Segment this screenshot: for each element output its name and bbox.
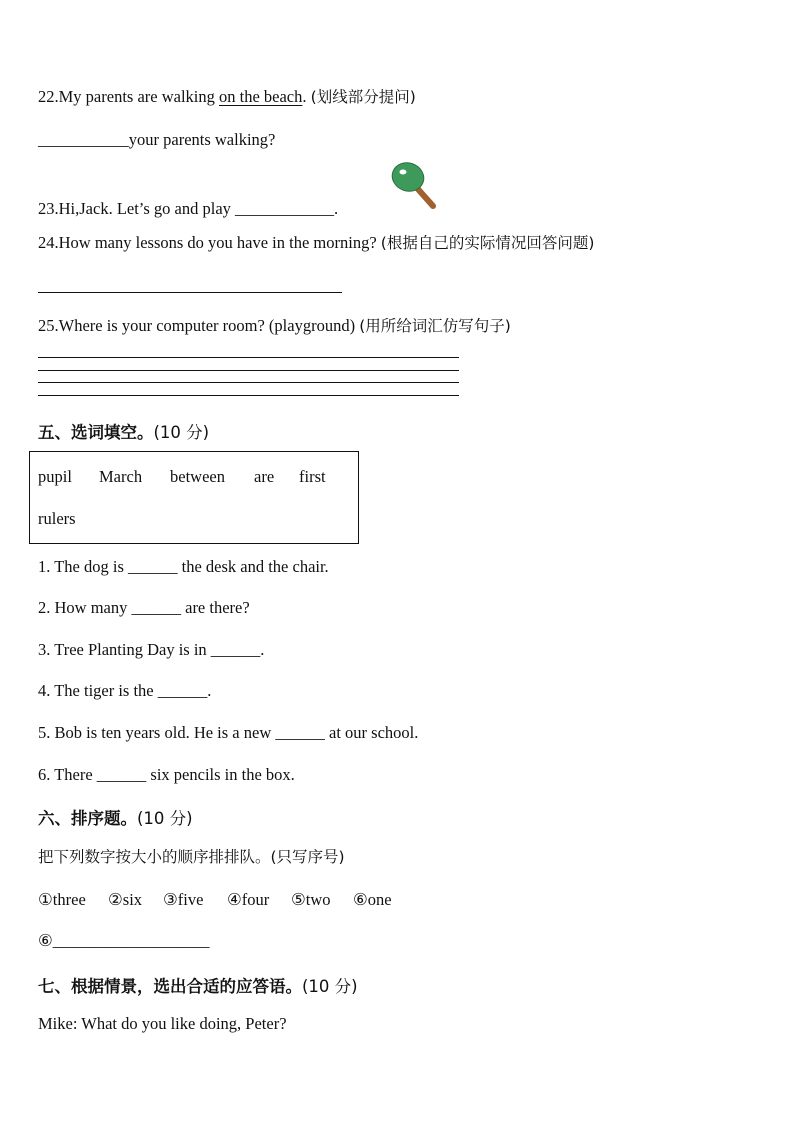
word-bank-word: March [99, 467, 143, 486]
question-22 [38, 87, 416, 107]
q23-text: 23.Hi,Jack. Let’s go and play [38, 199, 236, 218]
q22-suffix: . [302, 87, 311, 106]
fill-item-5[interactable]: 5. Bob is ten years old. He is a new ______ at our school. [38, 723, 419, 742]
order-option: ③five [163, 890, 204, 909]
word-bank-word: pupil [38, 467, 72, 486]
order-option: ①three [38, 890, 86, 909]
fill-item-4[interactable]: 4. The tiger is the ______. [38, 681, 212, 700]
word-bank-word: rulers [38, 509, 76, 528]
q22-underlined-phrase: on the beach [219, 87, 303, 106]
q22-instruction: (划线部分提问) [310, 88, 416, 106]
order-option: ④four [227, 890, 270, 909]
word-bank-box [29, 451, 359, 544]
q25-text: 25.Where is your computer room? (playground) [38, 316, 360, 335]
section-6-instruction: 把下列数字按大小的顺序排排队。(只写序号) [38, 848, 345, 866]
q24-answer-line[interactable] [38, 292, 342, 293]
question-24 [38, 233, 594, 253]
order-option: ②six [108, 890, 143, 909]
q22-answer-blank[interactable]: ___________ [38, 130, 129, 149]
fill-item-1[interactable]: 1. The dog is ______ the desk and the chair. [38, 557, 329, 576]
order-option: ⑥one [353, 890, 392, 909]
q22-answer-rest: your parents walking? [128, 130, 276, 149]
word-bank-word: between [170, 467, 225, 486]
q22-prefix: 22.My parents are walking [38, 87, 219, 106]
question-25 [38, 316, 511, 336]
section-5-title: 五、选词填空。 [38, 423, 154, 442]
ping-pong-paddle-icon [391, 160, 441, 210]
order-answer-prefix: ⑥ [38, 931, 53, 950]
q24-text: 24.How many lessons do you have in the morning? [38, 233, 381, 252]
dialogue-line-mike: Mike: What do you like doing, Peter? [38, 1014, 287, 1033]
word-bank-word: are [254, 467, 275, 486]
order-answer-blank[interactable]: ___________________ [52, 931, 210, 950]
q23-blank[interactable]: ____________. [235, 199, 339, 218]
section-7-title: 七、根据情景，选出合适的应答语。 [38, 977, 302, 996]
order-option: ⑤two [291, 890, 331, 909]
question-23 [38, 199, 338, 219]
q24-instruction: (根据自己的实际情况回答问题) [380, 234, 595, 252]
section-7-points: (10 分) [302, 977, 358, 996]
fill-item-6[interactable]: 6. There ______ six pencils in the box. [38, 765, 295, 784]
order-answer-line [38, 931, 210, 951]
q25-answer-line-1[interactable] [38, 357, 459, 358]
section-5-heading [38, 419, 209, 443]
section-6-heading [38, 805, 193, 829]
fill-item-3[interactable]: 3. Tree Planting Day is in ______. [38, 640, 265, 659]
q25-answer-line-4[interactable] [38, 395, 459, 396]
q25-instruction: (用所给词汇仿写句子) [359, 317, 511, 335]
section-7-heading [38, 973, 358, 997]
section-6-points: (10 分) [137, 809, 193, 828]
q25-answer-line-3[interactable] [38, 382, 459, 383]
q22-answer-line [38, 130, 275, 150]
fill-item-2[interactable]: 2. How many ______ are there? [38, 598, 250, 617]
section-6-title: 六、排序题。 [38, 809, 137, 828]
word-bank-word: first [299, 467, 326, 486]
q25-answer-line-2[interactable] [38, 370, 459, 371]
section-5-points: (10 分) [153, 423, 210, 442]
